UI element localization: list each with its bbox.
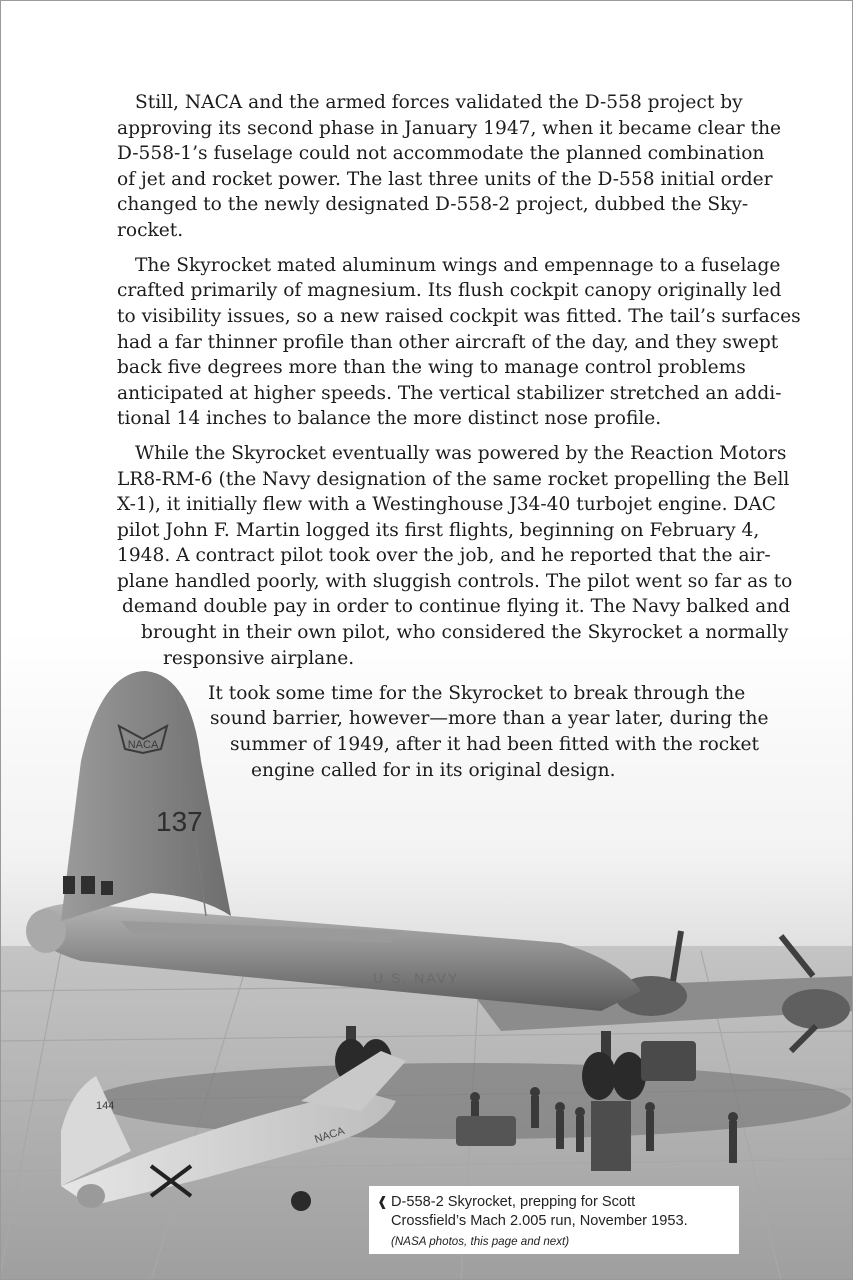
tail-number: 137 xyxy=(156,806,203,837)
hydraulic-lift xyxy=(591,1101,631,1171)
text-line: X-1), it initially flew with a Westinghouse J34-40 turbojet engine. DAC xyxy=(117,494,776,515)
text-line: plane handled poorly, with sluggish controls. The pilot went so far as to xyxy=(117,571,793,592)
photo-credit: (NASA photos, this page and next) xyxy=(391,1235,570,1248)
text-line: The Skyrocket mated aluminum wings and empennage to a fuselage xyxy=(135,255,781,276)
text-line: had a far thinner profile than other aircraft of the day, and they swept xyxy=(117,332,779,353)
text-line: crafted primarily of magnesium. Its flush cockpit canopy originally led xyxy=(117,280,782,301)
text-line: to visibility issues, so a new raised cockpit was fitted. The tail’s surfaces xyxy=(117,306,801,327)
tail-logo-text: NACA xyxy=(127,739,159,751)
text-line: back five degrees more than the wing to manage control problems xyxy=(117,357,746,378)
tail-gunner-turret xyxy=(26,909,66,953)
caption-line xyxy=(377,1192,739,1212)
text-line: rocket. xyxy=(117,220,184,241)
text-line: While the Skyrocket eventually was powered by the Reaction Motors xyxy=(135,443,787,464)
text-line: anticipated at higher speeds. The vertical stabilizer stretched an addi- xyxy=(117,383,782,404)
text-line: 1948. A contract pilot took over the job, and he reported that the air- xyxy=(117,545,771,566)
caption-text: D-558-2 Skyrocket, prepping for Scott xyxy=(391,1194,636,1210)
text-line: It took some time for the Skyrocket to break through the xyxy=(208,683,746,704)
text-line: sound barrier, however—more than a year later, during the xyxy=(210,708,769,729)
caption-text: Crossfield’s Mach 2.005 run, November 1953. xyxy=(391,1213,688,1229)
text-line: responsive airplane. xyxy=(163,648,355,669)
text-line: tional 14 inches to balance the more distinct nose profile. xyxy=(117,408,662,429)
photo-caption xyxy=(369,1186,739,1254)
skyrocket-number: 144 xyxy=(96,1100,115,1112)
skyrocket-marking: NACA xyxy=(313,1124,346,1146)
text-line: brought in their own pilot, who considered the Skyrocket a normally xyxy=(141,622,789,643)
fuselage-marking: U.S. NAVY xyxy=(373,970,460,986)
text-line: Still, NACA and the armed forces validated the D-558 project by xyxy=(135,92,743,113)
text-line: approving its second phase in January 1947, when it became clear the xyxy=(117,118,782,139)
text-line: demand double pay in order to continue flying it. The Navy balked and xyxy=(122,596,791,617)
text-line: pilot John F. Martin logged its first flights, beginning on February 4, xyxy=(117,520,760,541)
text-line: changed to the newly designated D-558-2 project, dubbed the Sky- xyxy=(117,194,749,215)
text-line: LR8-RM-6 (the Navy designation of the same rocket propelling the Bell xyxy=(117,469,790,490)
text-line: D-558-1’s fuselage could not accommodate the planned combination xyxy=(117,143,765,164)
text-line: engine called for in its original design. xyxy=(251,760,616,781)
text-line: of jet and rocket power. The last three units of the D-558 initial order xyxy=(117,169,773,190)
text-line: summer of 1949, after it had been fitted with the rocket xyxy=(230,734,759,755)
caption-marker-icon: ❰ xyxy=(377,1194,388,1209)
